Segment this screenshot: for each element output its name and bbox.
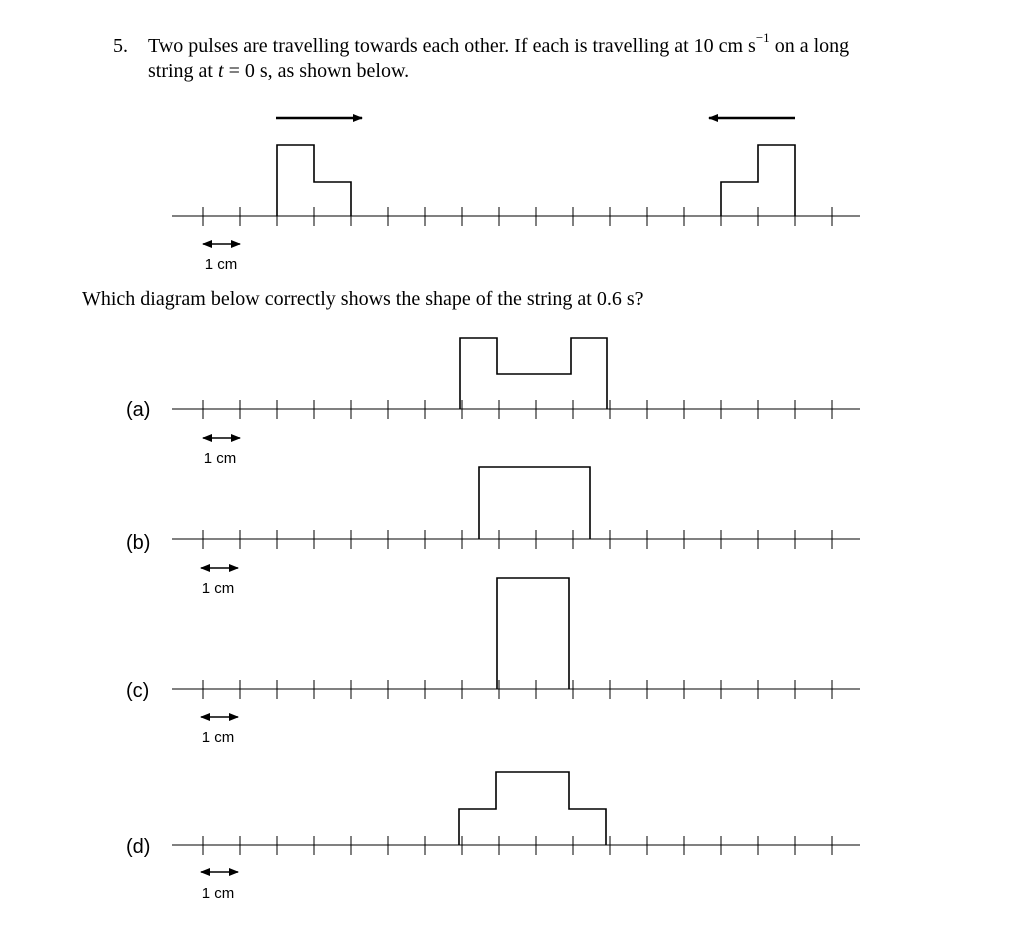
left-pulse — [277, 145, 351, 216]
scale-label: 1 cm — [204, 256, 238, 273]
question-number: 5. — [113, 35, 128, 57]
option-d-pulse-shape — [459, 772, 606, 845]
question-text-part2: on a long — [769, 35, 850, 57]
option-d-label: (d) — [126, 836, 151, 858]
time-symbol: t — [218, 60, 224, 82]
scale-label: 1 cm — [201, 885, 235, 902]
scale-label: 1 cm — [203, 450, 237, 467]
question-text-line2-a: string at — [148, 60, 218, 82]
option-a-label: (a) — [126, 399, 151, 421]
option-b — [126, 467, 860, 597]
option-d — [126, 772, 860, 902]
option-c-label: (c) — [126, 680, 150, 702]
option-b-pulse-shape — [479, 467, 590, 539]
prompt-text: Which diagram below correctly shows the shape of the string at 0.6 s? — [82, 288, 644, 310]
option-c — [126, 578, 860, 746]
scale-label: 1 cm — [201, 580, 235, 597]
speed-exponent: −1 — [755, 30, 770, 46]
option-c-pulse-shape — [497, 578, 569, 689]
right-pulse — [721, 145, 795, 216]
question-text-line2-b: = 0 s, as shown below. — [223, 60, 410, 82]
scale-label: 1 cm — [201, 729, 235, 746]
option-b-label: (b) — [126, 532, 151, 554]
initial-string — [172, 145, 860, 273]
option-a-pulse-shape — [460, 338, 607, 409]
question-text-part1: Two pulses are travelling towards each other. If each is travelling at 10 cm s — [148, 35, 756, 57]
option-a — [126, 338, 860, 467]
